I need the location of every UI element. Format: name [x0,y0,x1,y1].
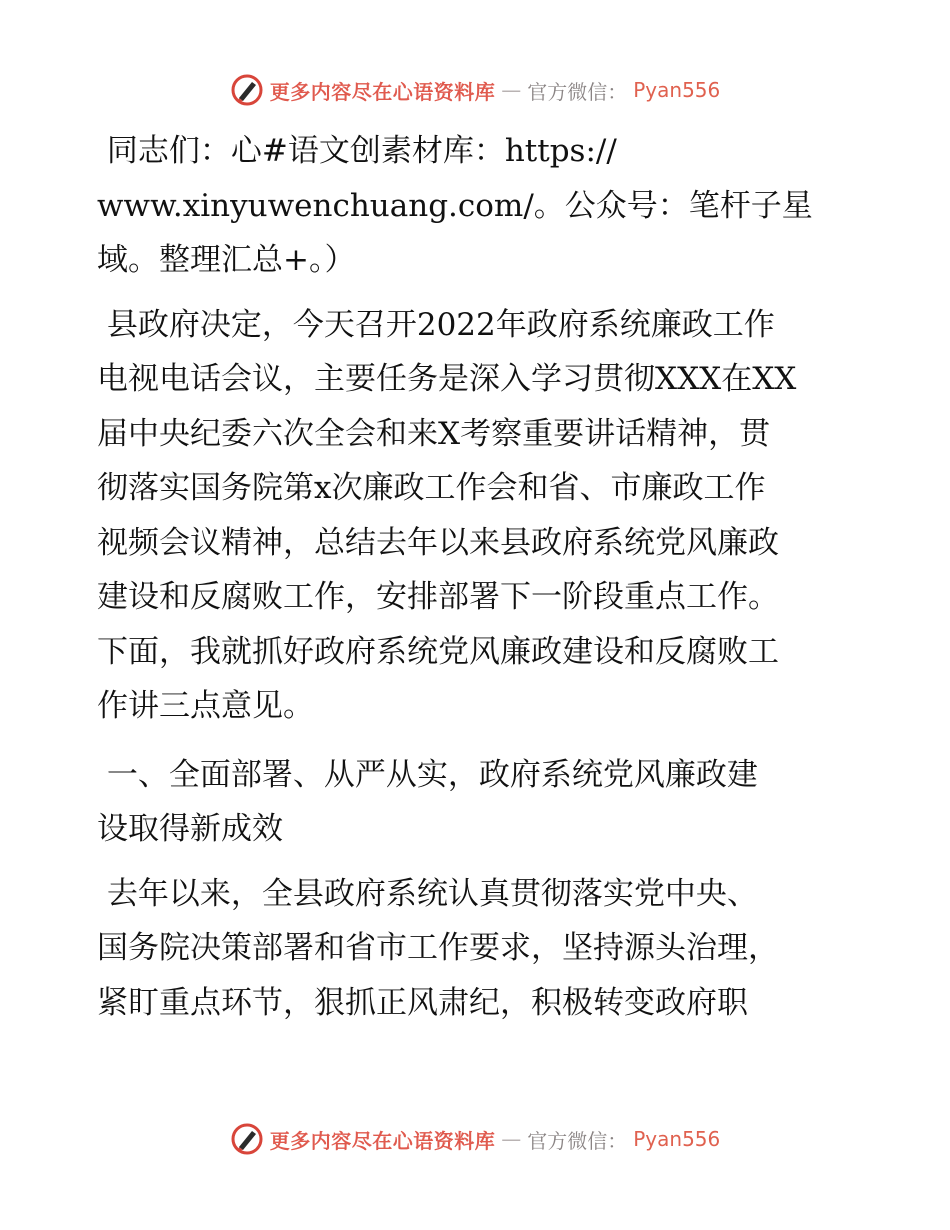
watermark-main-text: 更多内容尽在心语资料库 [269,79,496,104]
watermark-dash: — [501,1127,522,1151]
watermark-wechat-id: Pyan556 [633,78,721,102]
text-line: 届中央纪委六次全会和来X考察重要讲话精神，贯 [97,415,771,452]
pen-logo-icon [230,1122,264,1156]
paragraph-body [97,867,867,1031]
text-line: 紧盯重点环节，狠抓正风肃纪，积极转变政府职 [97,984,748,1021]
text-line: 建设和反腐败工作，安排部署下一阶段重点工作。 [97,579,779,615]
text-line: 设取得新成效 [97,811,283,847]
watermark-wechat-id: Pyan556 [633,1127,721,1151]
text-line: www.xinyuwenchuang.com/。公众号：笔杆子星 [97,187,813,224]
footer-watermark [0,1119,950,1159]
text-line: 电视电话会议，主要任务是深入学习贯彻XXX在XX [97,361,797,397]
watermark-wechat-label: 官方微信： [527,79,628,104]
pen-logo-icon [230,73,264,107]
paragraph-intro [97,298,867,734]
text-line: 去年以来，全县政府系统认真贯彻落实党中央、 [97,875,758,912]
header-watermark [0,70,950,110]
text-line: 一、全面部署、从严从实，政府系统党风廉政建 [97,756,758,793]
watermark-main-text: 更多内容尽在心语资料库 [269,1128,496,1153]
text-line: 同志们：心#语文创素材库：https:// [97,133,617,169]
watermark-dash: — [501,78,522,102]
section-heading-1 [97,748,867,857]
watermark-wechat-label: 官方微信： [527,1128,628,1153]
text-line: 作讲三点意见。 [97,688,314,724]
text-line: 彻落实国务院第x次廉政工作会和省、市廉政工作 [97,470,766,506]
text-line: 国务院决策部署和省市工作要求，坚持源头治理， [97,930,779,966]
document-body [97,124,867,1030]
text-line: 视频会议精神，总结去年以来县政府系统党风廉政 [97,524,779,561]
paragraph-greeting [97,124,867,288]
text-line: 域。整理汇总+。） [97,242,356,278]
text-line: 下面，我就抓好政府系统党风廉政建设和反腐败工 [97,633,779,670]
text-line: 县政府决定，今天召开2022年政府系统廉政工作 [97,306,775,343]
